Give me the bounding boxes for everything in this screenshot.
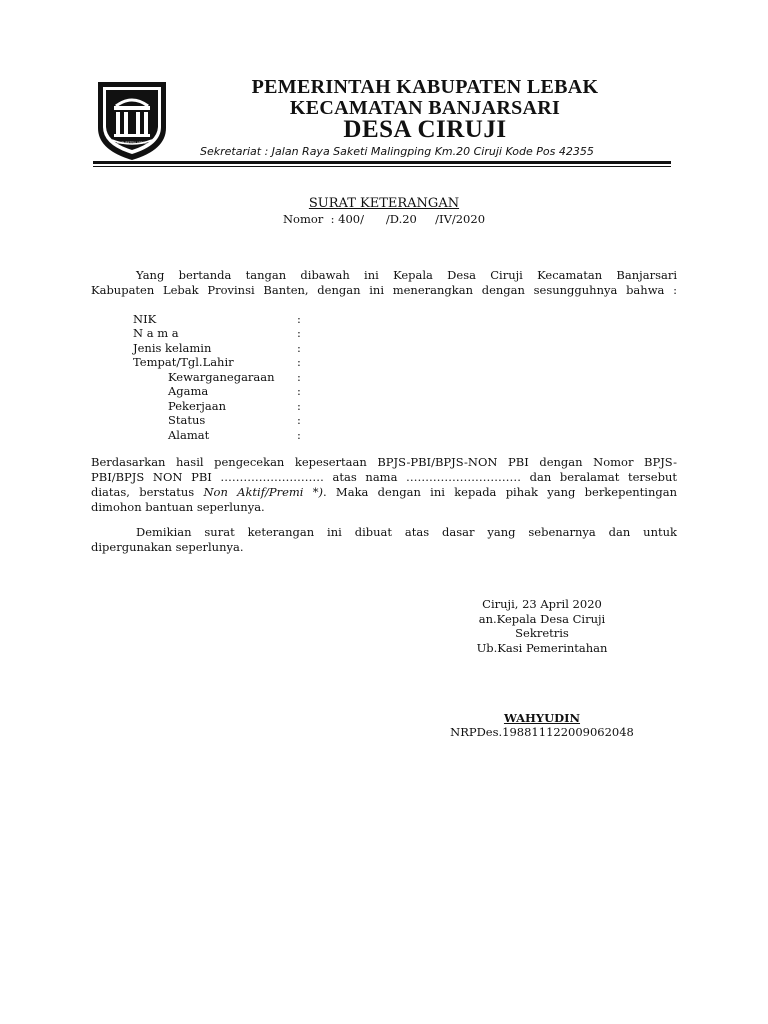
field-colon: : [297,384,301,398]
signatory-name: WAHYUDIN [503,711,581,725]
body-line: dimohon bantuan seperlunya. [91,500,265,514]
letter-number: Nomor : 400/ /D.20 /IV/2020 [282,212,486,226]
signature-delegate: Ub.Kasi Pemerintahan [476,641,608,655]
svg-text:KABUPATEN LEBAK: KABUPATEN LEBAK [117,141,147,145]
field-label-agama: Agama [168,384,209,398]
field-colon: : [297,428,301,442]
body-paragraph [91,455,677,515]
header-address: Sekretariat : Jalan Raya Saketi Malingping Km.20 Ciruji Kode Pos 42355 [200,145,594,158]
signature-role: Sekretris [515,626,569,640]
header-district-name: KECAMATAN BANJARSARI [289,97,561,119]
intro-line: Yang bertanda tangan dibawah ini Kepala Desa Ciruji Kecamatan Banjarsari [136,268,677,282]
field-colon: : [297,370,301,384]
header-divider-thick [93,161,671,164]
closing-paragraph [91,525,677,555]
letter-title: SURAT KETERANGAN [308,196,460,211]
field-label-jenis-kelamin: Jenis kelamin [133,341,212,355]
signature-position: an.Kepala Desa Ciruji [478,612,606,626]
intro-paragraph [91,268,677,298]
field-label-status: Status [168,413,206,427]
field-colon: : [297,341,301,355]
closing-line: Demikian surat keterangan ini dibuat atas dasar yang sebenarnya dan untuk [136,525,677,539]
field-colon: : [297,326,301,340]
field-label-nik: NIK [133,312,157,326]
kabupaten-lebak-seal-logo [94,76,170,162]
field-label-kewarganegaraan: Kewarganegaraan [168,370,275,384]
header-divider-thin [93,166,671,167]
signatory-nrp: NRPDes.198811122009062048 [450,725,634,739]
field-label-alamat: Alamat [168,428,210,442]
field-label-tempat-tgl-lahir: Tempat/Tgl.Lahir [133,355,234,369]
status-italic-text: Non Aktif/Premi *) [203,485,323,499]
field-label-pekerjaan: Pekerjaan [168,399,226,413]
header-government-name: PEMERINTAH KABUPATEN LEBAK [251,76,599,98]
field-colon: : [297,399,301,413]
field-colon: : [297,413,301,427]
body-line-status [91,485,677,500]
header-village-name: DESA CIRUJI [343,116,507,143]
signature-place-date: Ciruji, 23 April 2020 [482,597,602,611]
body-line: Berdasarkan hasil pengecekan kepesertaan BPJS-PBI/BPJS-NON PBI dengan Nomor BPJS- [91,455,677,469]
field-label-nama: N a m a [133,326,179,340]
field-colon: : [297,312,301,326]
field-colon: : [297,355,301,369]
closing-line: dipergunakan seperlunya. [91,540,244,554]
body-text: diatas, berstatus [91,485,204,499]
body-line: PBI/BPJS NON PBI ……………………… atas nama ………………………… dan beralamat tersebut [91,470,677,484]
intro-line: Kabupaten Lebak Provinsi Banten, dengan ini menerangkan dengan sesungguhnya bahwa : [91,283,677,297]
body-text: . Maka dengan ini kepada pihak yang berkepentingan [323,485,677,499]
